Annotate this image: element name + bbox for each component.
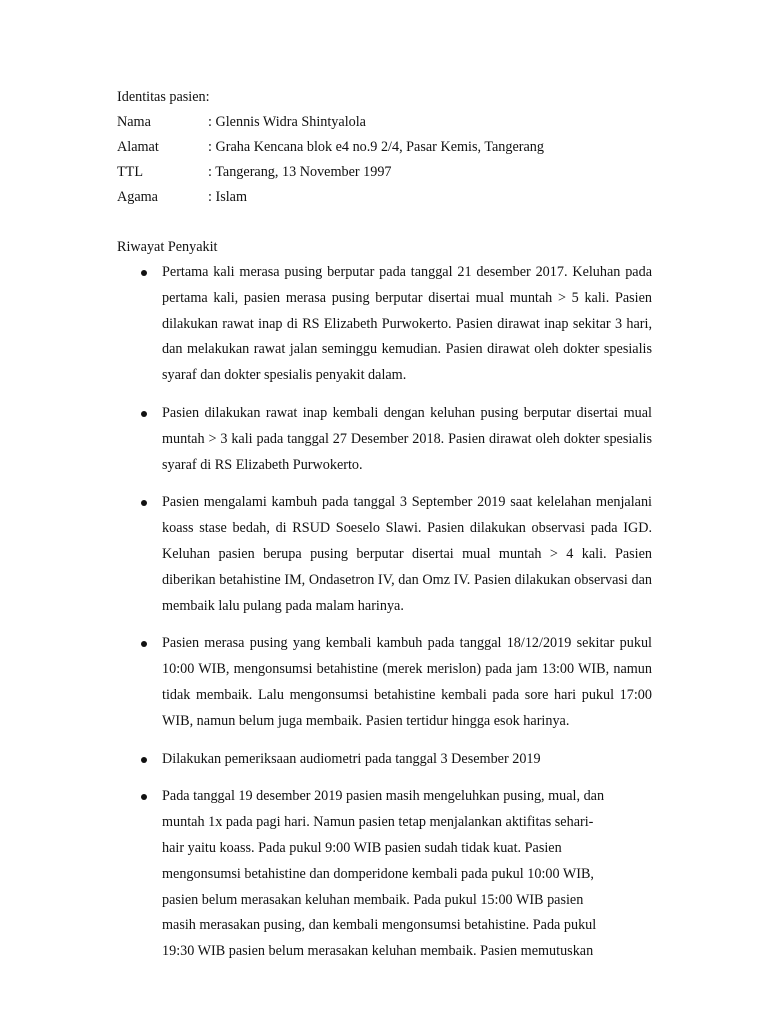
identity-label: Alamat <box>117 139 159 155</box>
identity-label: TTL <box>117 164 143 180</box>
list-item-line: mengonsumsi betahistine dan domperidone kembali pada pukul 10:00 WIB, <box>162 865 594 882</box>
bullet-icon <box>141 641 147 647</box>
list-item <box>117 631 652 734</box>
list-item-line: pasien belum merasakan keluhan membaik. Pada pukul 15:00 WIB pasien <box>162 891 584 908</box>
list-item <box>117 784 652 965</box>
identity-value: : Graha Kencana blok e4 no.9 2/4, Pasar Kemis, Tangerang <box>208 139 544 155</box>
identity-label: Agama <box>117 189 158 205</box>
list-item-text: Pasien mengalami kambuh pada tanggal 3 September 2019 saat kelelahan menjalani koass stase bedah, di RSUD Soeselo Slawi. Pasien dilakukan observasi pada IGD. Keluhan pasien berupa pusing berputar disertai mual muntah > 4 kali. Pasien diberikan betahistine IM, Ondasetron IV, dan Omz IV. Pasien dilakukan observasi dan membaik lalu pulang pada malam harinya. <box>162 494 652 614</box>
bullet-icon <box>141 411 147 417</box>
list-item <box>117 747 652 773</box>
list-item-line: masih merasakan pusing, dan kembali mengonsumsi betahistine. Pada pukul <box>162 917 597 934</box>
list-item-text: Pertama kali merasa pusing berputar pada tanggal 21 desember 2017. Keluhan pada pertama kali, pasien merasa pusing berputar disertai mual muntah > 5 kali. Pasien dilakukan rawat inap di RS Elizabeth Purwokerto. Pasien dirawat inap sekitar 3 hari, dan melakukan rawat jalan seminggu kemudian. Pasien dirawat oleh dokter spesialis syaraf dan dokter spesialis penyakit dalam. <box>162 264 652 384</box>
list-item <box>117 260 652 389</box>
list-item <box>117 490 652 619</box>
identity-label: Nama <box>117 114 151 130</box>
list-item-line: hair yaitu koass. Pada pukul 9:00 WIB pasien sudah tidak kuat. Pasien <box>162 839 562 856</box>
history-list <box>117 260 652 965</box>
identity-table <box>117 110 544 210</box>
list-item-text: Pasien merasa pusing yang kembali kambuh pada tanggal 18/12/2019 sekitar pukul 10:00 WIB, mengonsumsi betahistine (merek merislon) pada jam 13:00 WIB, namun tidak membaik. Lalu mengonsumsi betahistine kembali pada sore hari pukul 17:00 WIB, namun belum juga membaik. Pasien tertidur hingga esok harinya. <box>162 635 652 729</box>
identity-value: : Tangerang, 13 November 1997 <box>208 164 392 180</box>
list-item-line: Pada tanggal 19 desember 2019 pasien masih mengeluhkan pusing, mual, dan <box>162 788 605 805</box>
bullet-icon <box>141 270 147 276</box>
list-item-line: muntah 1x pada pagi hari. Namun pasien tetap menjalankan aktifitas sehari- <box>162 814 594 831</box>
list-item <box>117 401 652 478</box>
bullet-icon <box>141 757 147 763</box>
identity-value: : Glennis Widra Shintyalola <box>208 114 366 130</box>
identity-row-alamat <box>117 135 544 160</box>
bullet-icon <box>141 500 147 506</box>
identity-value: : Islam <box>208 189 248 205</box>
identity-heading: Identitas pasien: <box>117 89 210 105</box>
history-heading: Riwayat Penyakit <box>117 239 218 255</box>
list-item-text: Pasien dilakukan rawat inap kembali dengan keluhan pusing berputar disertai mual muntah > 3 kali pada tanggal 27 Desember 2018. Pasien dirawat oleh dokter spesialis syaraf di RS Elizabeth Purwokerto. <box>162 404 652 473</box>
identity-row-ttl <box>117 160 544 185</box>
identity-row-agama <box>117 185 544 210</box>
bullet-icon <box>141 794 147 800</box>
identity-row-nama <box>117 110 544 135</box>
list-item-line: 19:30 WIB pasien belum merasakan keluhan membaik. Pasien memutuskan <box>162 943 594 960</box>
list-item-text: Dilakukan pemeriksaan audiometri pada tanggal 3 Desember 2019 <box>162 750 541 767</box>
